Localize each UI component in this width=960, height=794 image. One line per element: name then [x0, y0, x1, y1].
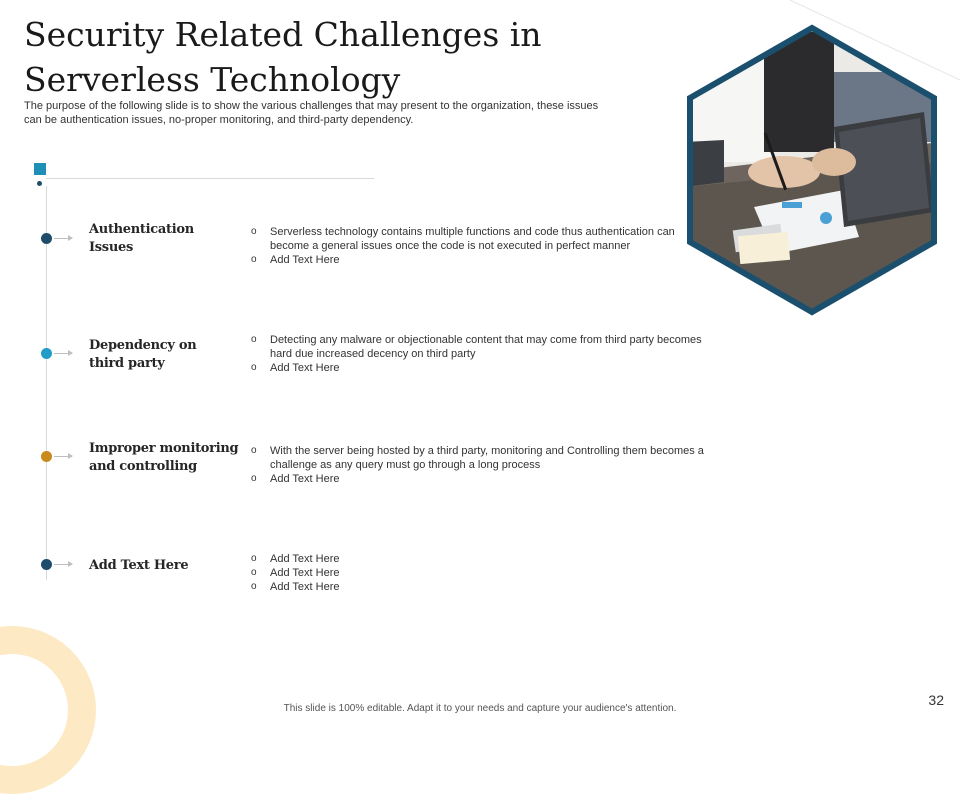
list-item: o Add Text Here	[250, 253, 680, 267]
list-item: o Add Text Here	[250, 566, 550, 580]
slide-title-line-2: Serverless Technology	[24, 60, 401, 99]
item-title-authentication	[89, 221, 239, 257]
arrow-icon	[54, 564, 72, 565]
arrow-icon	[54, 238, 72, 239]
business-meeting-photo-icon	[684, 22, 940, 318]
item-title-line-2: third party	[89, 356, 165, 371]
bullet-list-monitoring	[250, 444, 750, 486]
list-item: o Add Text Here	[250, 472, 750, 486]
timeline-marker-2	[41, 348, 52, 359]
item-title-add-text	[89, 557, 239, 575]
item-title-line-1: Add Text Here	[89, 558, 189, 573]
timeline-marker-3	[41, 451, 52, 462]
list-item: o Serverless technology contains multiple functions and code thus authentication can become a general issues once the code is not executed in perfect manner	[250, 225, 680, 253]
item-title-line-2: Issues	[89, 240, 133, 255]
timeline-top-square	[34, 163, 46, 175]
bullet-list-dependency	[250, 333, 710, 375]
bullet-list-authentication	[250, 225, 680, 267]
list-item: o Add Text Here	[250, 580, 550, 594]
footer-note: This slide is 100% editable. Adapt it to your needs and capture your audience's attention.	[283, 703, 677, 714]
hexagon-photo	[684, 22, 940, 318]
item-title-line-2: and controlling	[89, 459, 197, 474]
slide-subtitle: The purpose of the following slide is to show the various challenges that may present to the organization, these issues can be authentication issues, no-proper monitoring, and third-party dependency.	[24, 100, 599, 126]
list-item: o Add Text Here	[250, 552, 550, 566]
timeline-marker-1	[41, 233, 52, 244]
bullet-list-add-text	[250, 552, 550, 594]
list-item: o With the server being hosted by a third party, monitoring and Controlling them becomes a challenge as any query must go through a long process	[250, 444, 750, 472]
item-title-line-1: Authentication	[89, 222, 194, 237]
timeline-header-divider	[46, 178, 374, 179]
list-item: o Add Text Here	[250, 361, 710, 375]
timeline-top-dot	[37, 181, 42, 186]
list-item: o Detecting any malware or objectionable content that may come from third party becomes hard due increased decency on third party	[250, 333, 710, 361]
arrow-icon	[54, 353, 72, 354]
timeline-vertical-line	[46, 186, 47, 580]
arrow-icon	[54, 456, 72, 457]
item-title-dependency	[89, 337, 239, 373]
page-number: 32	[928, 692, 944, 708]
slide-title	[24, 12, 644, 102]
item-title-line-1: Dependency on	[89, 338, 197, 353]
item-title-monitoring	[89, 440, 249, 476]
timeline-marker-4	[41, 559, 52, 570]
item-title-line-1: Improper monitoring	[89, 441, 239, 456]
slide-title-line-1: Security Related Challenges in	[24, 15, 542, 54]
